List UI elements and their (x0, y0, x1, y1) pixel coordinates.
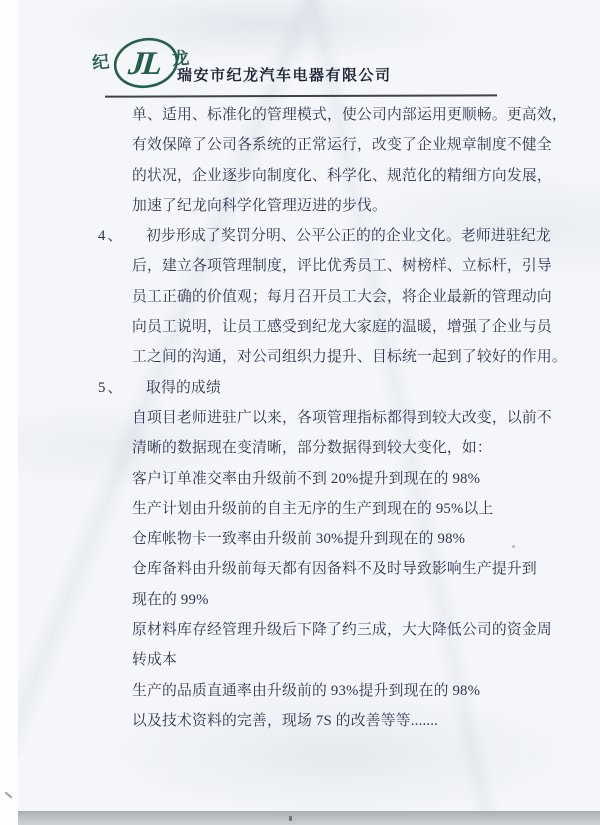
line-text: 仓库备料由升级前每天都有因备料不及时导致影响生产提升到 (132, 561, 537, 578)
scan-speck (4, 791, 12, 798)
letterhead-rule (105, 94, 497, 97)
line-text: 员工正确的价值观；每月召开员工大会，将企业最新的管理动向 (132, 288, 552, 305)
line-text: 单、适用、标准化的管理模式，使公司内部运用更顺畅。更高效， (132, 107, 567, 123)
line-text: 工之间的沟通，对公司组织力提升、目标统一起到了较好的作用。 (132, 349, 567, 366)
text-line (18, 676, 600, 706)
line-text: 生产计划由升级前的自主无序的生产到现在的 95%以上 (132, 500, 494, 517)
text-line (18, 645, 600, 675)
text-line (18, 403, 600, 433)
text-line (18, 161, 600, 191)
line-text: 现在的 99% (132, 591, 209, 608)
text-line (18, 312, 600, 342)
numbered-line (18, 221, 600, 251)
list-number: 4、 (98, 228, 125, 245)
text-line (18, 282, 600, 312)
text-line (18, 706, 600, 736)
line-text: 自项目老师进驻广以来，各项管理指标都得到较大改变，以前不 (132, 409, 552, 426)
line-text: 加速了纪龙向科学化管理迈进的步伐。 (132, 197, 387, 214)
line-text: 向员工说明，让员工感受到纪龙大家庭的温暖，增强了企业与员 (132, 319, 552, 336)
line-text: 初步形成了奖罚分明、公平公正的的企业文化。老师进驻纪龙 (146, 228, 551, 245)
line-text: 有效保障了公司各系统的正常运行，改变了企业规章制度不健全 (132, 137, 552, 154)
text-line (18, 251, 600, 281)
logo-left-character: 纪 (91, 52, 111, 73)
text-line (18, 433, 600, 463)
line-text: 的状况，企业逐步向制度化、科学化、规范化的精细方向发展， (132, 167, 552, 184)
text-line (18, 524, 600, 554)
line-text: 取得的成绩 (146, 379, 221, 396)
document-body-lines (18, 100, 600, 736)
text-line (18, 585, 600, 615)
scanned-page (18, 0, 600, 812)
text-line (18, 615, 600, 645)
text-line (18, 342, 600, 372)
line-text: 仓库帐物卡一致率由升级前 30%提升到现在的 98% (132, 531, 466, 548)
line-text: 后，建立各项管理制度，评比优秀员工、树榜样、立标杆，引导 (132, 258, 552, 275)
scan-speck (512, 545, 515, 548)
text-line (18, 554, 600, 584)
logo-monogram: JL (126, 46, 162, 82)
line-text: 以及技术资料的完善，现场 7S 的改善等等....... (132, 712, 439, 729)
line-text: 转成本 (132, 652, 177, 669)
text-line (18, 464, 600, 494)
scan-speck (289, 816, 292, 821)
logo-right-character: 龙 (171, 48, 190, 69)
line-text: 生产的品质直通率由升级前的 93%提升到现在的 98% (132, 682, 481, 699)
line-text: 清晰的数据现在变清晰，部分数据得到较大变化，如： (132, 440, 492, 457)
line-text: 客户订单准交率由升级前不到 20%提升到现在的 98% (132, 470, 481, 487)
scanner-background-band (18, 812, 600, 825)
line-text: 原材料库存经管理升级后下降了约三成，大大降低公司的资金周 (132, 622, 552, 639)
list-number: 5、 (98, 379, 125, 396)
company-name: 瑞安市纪龙汽车电器有限公司 (177, 68, 392, 84)
company-logo-icon (110, 34, 182, 92)
text-line (18, 191, 600, 221)
text-line (18, 100, 600, 130)
text-line (18, 494, 600, 524)
text-line (18, 130, 600, 160)
numbered-line (18, 373, 600, 403)
